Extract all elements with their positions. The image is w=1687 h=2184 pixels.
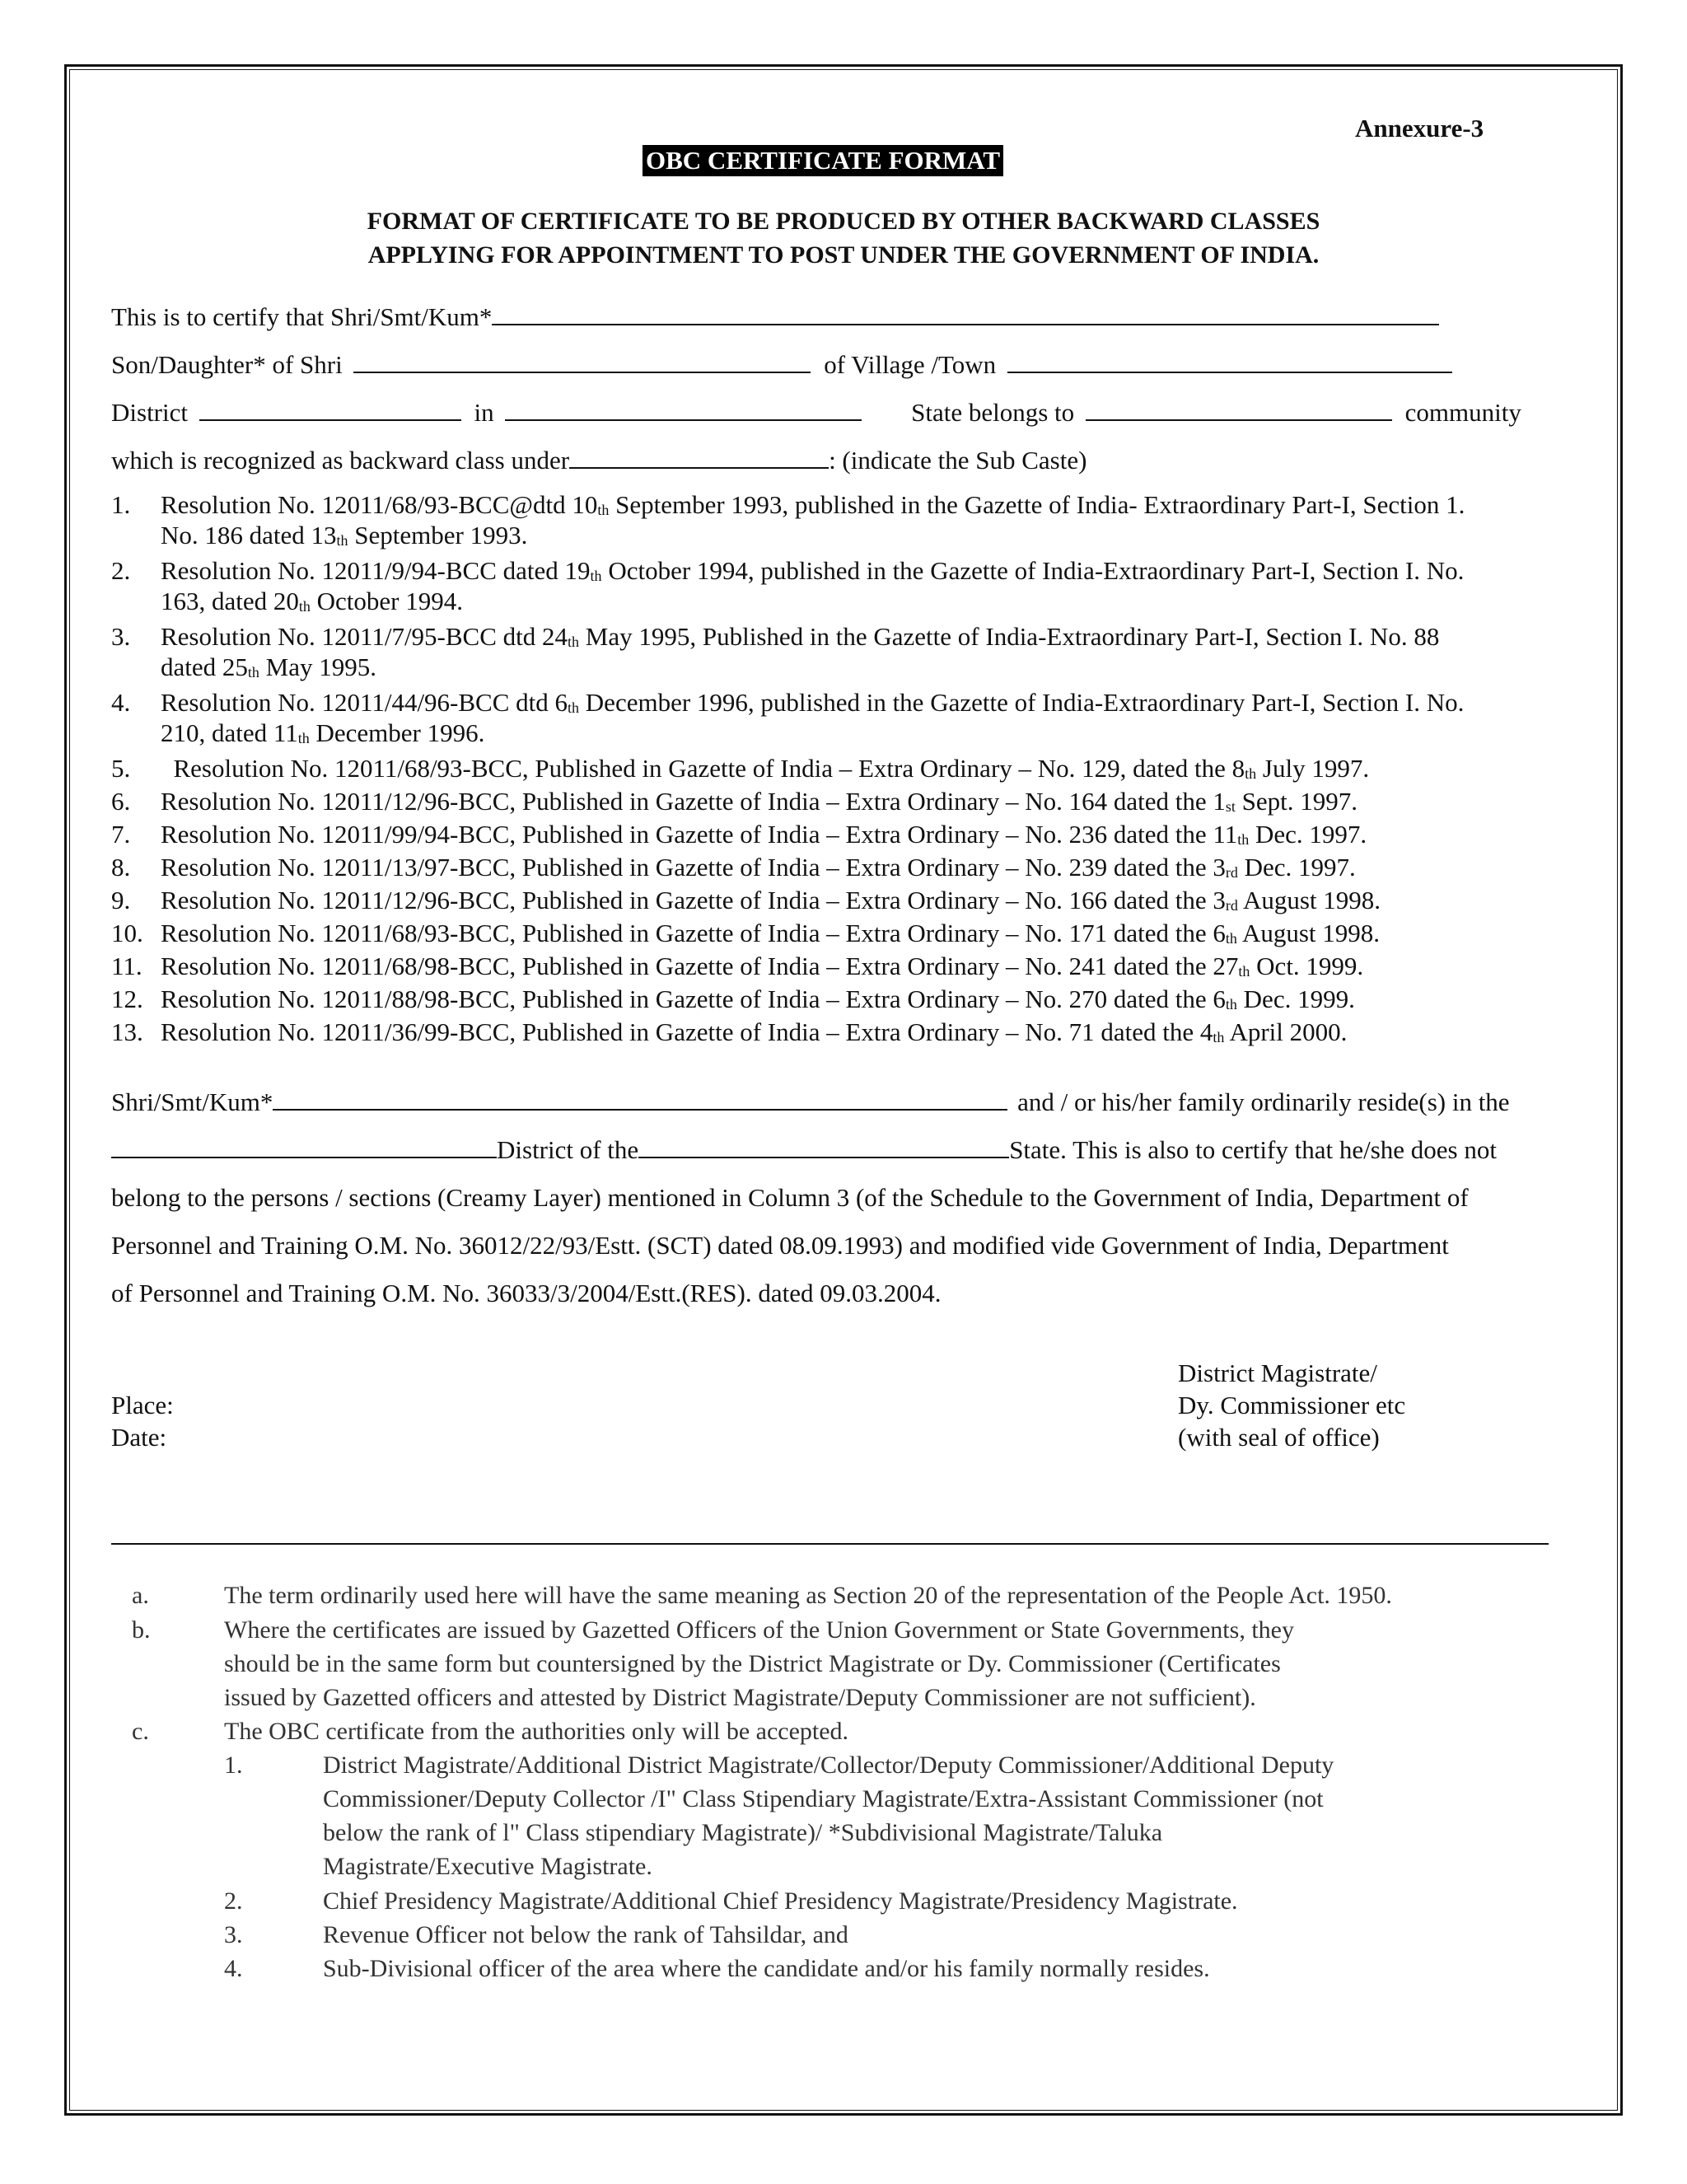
form-text: Son/Daughter* of Shri bbox=[111, 350, 343, 379]
authority-text: below the rank of l" Class stipendiary Magistrate)/ *Subdivisional Magistrate/Taluka bbox=[323, 1819, 1163, 1846]
resolution-number: 1. bbox=[111, 490, 131, 519]
resolution-item bbox=[111, 490, 1465, 550]
resolution-text: No. 186 dated $13_{th}$ September 1993. bbox=[161, 521, 528, 550]
resolution-text: Resolution No. 12011/88/98-BCC, Published in Gazette of India – Extra Ordinary – No. 270 dated the $6_{th}$ Dec. 1999. bbox=[161, 984, 1355, 1013]
residence-state-blank[interactable] bbox=[638, 1135, 1009, 1158]
certificate-title: OBC CERTIFICATE FORMAT bbox=[643, 145, 1003, 176]
resolution-item bbox=[111, 688, 1464, 748]
form-text: District of the bbox=[497, 1135, 639, 1164]
form-text: which is recognized as backward class under bbox=[111, 446, 570, 475]
date-label: Date: bbox=[111, 1423, 167, 1452]
resolution-text: Resolution No. 12011/68/93-BCC, Published in Gazette of India – Extra Ordinary – No. 129, dated the $8_{th}$ July 1997. bbox=[161, 754, 1370, 783]
residence-line-5: of Personnel and Training O.M. No. 36033/3/2004/Estt.(RES). dated 09.03.2004. bbox=[111, 1279, 942, 1307]
resolution-number: 3. bbox=[111, 622, 131, 651]
note-b-text-3: issued by Gazetted officers and attested by District Magistrate/Deputy Commissioner are not sufficient). bbox=[224, 1684, 1256, 1711]
resolution-number: 13. bbox=[111, 1017, 143, 1046]
form-text: State. This is also to certify that he/she does not bbox=[1009, 1135, 1497, 1164]
note-a-text: The term ordinarily used here will have the same meaning as Section 20 of the representation of the People Act. 1950. bbox=[224, 1582, 1392, 1609]
form-text: This is to certify that Shri/Smt/Kum* bbox=[111, 302, 493, 331]
resolution-number: 2. bbox=[111, 556, 131, 585]
form-line-3 bbox=[111, 398, 1521, 428]
village-town-blank[interactable] bbox=[1007, 350, 1452, 373]
authority-text: Revenue Officer not below the rank of Tahsildar, and bbox=[323, 1921, 848, 1948]
resolution-text: Resolution No. 12011/12/96-BCC, Published in Gazette of India – Extra Ordinary – No. 166 dated the $3_{rd}$ August 1998. bbox=[161, 886, 1381, 914]
residence-line-2 bbox=[111, 1135, 1497, 1165]
resolution-number: 11. bbox=[111, 952, 143, 980]
form-text: of Village /Town bbox=[824, 350, 997, 379]
form-text: and / or his/her family ordinarily reside(s) in the bbox=[1011, 1087, 1510, 1116]
resolution-number: 4. bbox=[111, 688, 131, 717]
form-line-2 bbox=[111, 350, 1452, 380]
in-blank[interactable] bbox=[505, 398, 862, 421]
resolution-item bbox=[111, 622, 1439, 682]
resolution-text: Resolution No. 12011/36/99-BCC, Published in Gazette of India – Extra Ordinary – No. 71 dated the $4_{th}$ April 2000. bbox=[161, 1017, 1348, 1046]
resolution-text: Resolution No. 12011/44/96-BCC dtd $6_{th}$ December 1996, published in the Gazette of India-Extraordinary Part-I, Section I. No. bbox=[161, 688, 1465, 717]
heading-line-2: APPLYING FOR APPOINTMENT TO POST UNDER THE GOVERNMENT OF INDIA. bbox=[367, 241, 1320, 269]
authority-number: 3. bbox=[224, 1921, 243, 1948]
resolution-text: Resolution No. 12011/12/96-BCC, Published in Gazette of India – Extra Ordinary – No. 164 dated the $1_{st}$ Sept. 1997. bbox=[161, 787, 1358, 816]
resolution-number: 9. bbox=[111, 886, 131, 914]
form-line-1 bbox=[111, 302, 1439, 332]
state-blank[interactable] bbox=[1086, 398, 1392, 421]
resolution-item bbox=[111, 820, 1367, 849]
resolution-item bbox=[111, 919, 1380, 948]
district-blank[interactable] bbox=[199, 398, 461, 421]
resolution-text: Resolution No. 12011/68/98-BCC, Published in Gazette of India – Extra Ordinary – No. 241 dated the $27_{th}$ Oct. 1999. bbox=[161, 952, 1364, 980]
resolution-item bbox=[111, 787, 1358, 816]
note-c-text: The OBC certificate from the authorities only will be accepted. bbox=[224, 1718, 849, 1745]
form-text: Shri/Smt/Kum* bbox=[111, 1087, 273, 1116]
resolution-text: Resolution No. 12011/7/95-BCC dtd $24_{th}$ May 1995, Published in the Gazette of India-Extraordinary Part-I, Section I. No. 88 bbox=[161, 622, 1440, 651]
resident-name-blank[interactable] bbox=[273, 1087, 1007, 1111]
authority-text: Commissioner/Deputy Collector /I" Class Stipendiary Magistrate/Extra-Assistant Commissioner (not bbox=[323, 1785, 1324, 1812]
note-c-label: c. bbox=[132, 1718, 149, 1745]
name-blank[interactable] bbox=[492, 302, 1439, 325]
resolution-item bbox=[111, 952, 1363, 981]
authority-text: Sub-Divisional officer of the area where the candidate and/or his family normally resides. bbox=[323, 1955, 1210, 1982]
resolution-number: 5. bbox=[111, 754, 131, 783]
resolution-number: 12. bbox=[111, 984, 143, 1013]
resolution-number: 6. bbox=[111, 787, 131, 816]
form-text: State belongs to bbox=[911, 398, 1075, 427]
resolution-number: 8. bbox=[111, 853, 131, 882]
resolution-text: Resolution No. 12011/68/93-BCC@dtd $10_{th}$ September 1993, published in the Gazette of India- Extraordinary Part-I, Section 1. bbox=[161, 490, 1465, 519]
resolution-text: 210, dated $11_{th}$ December 1996. bbox=[161, 718, 485, 747]
resolution-item bbox=[111, 984, 1355, 1014]
authority-text: Magistrate/Executive Magistrate. bbox=[323, 1853, 652, 1880]
residence-line-4: Personnel and Training O.M. No. 36012/22/93/Estt. (SCT) dated 08.09.1993) and modified vide Government of India, Department bbox=[111, 1231, 1449, 1260]
resolution-item bbox=[111, 1017, 1347, 1047]
residence-line-3: belong to the persons / sections (Creamy Layer) mentioned in Column 3 (of the Schedule to the Government of India, Department of bbox=[111, 1183, 1469, 1212]
annexure-label: Annexure-3 bbox=[1355, 114, 1484, 143]
residence-line-1 bbox=[111, 1087, 1510, 1117]
resolution-text: Resolution No. 12011/99/94-BCC, Published in Gazette of India – Extra Ordinary – No. 236 dated the $11_{th}$ Dec. 1997. bbox=[161, 820, 1367, 849]
form-text: in bbox=[474, 398, 494, 427]
resolution-text: Resolution No. 12011/9/94-BCC dated $19_{th}$ October 1994, published in the Gazette of India-Extraordinary Part-I, Section I. No. bbox=[161, 556, 1465, 585]
note-b-text-2: should be in the same form but countersigned by the District Magistrate or Dy. Commissioner (Certificates bbox=[224, 1650, 1281, 1677]
form-text: community bbox=[1404, 398, 1521, 427]
resolution-number: 7. bbox=[111, 820, 131, 849]
heading-line-1: FORMAT OF CERTIFICATE TO BE PRODUCED BY OTHER BACKWARD CLASSES bbox=[367, 208, 1320, 235]
resolution-item bbox=[111, 886, 1381, 915]
authority-number: 4. bbox=[224, 1955, 243, 1982]
authority-text: District Magistrate/Additional District Magistrate/Collector/Deputy Commissioner/Additional Deputy bbox=[323, 1751, 1334, 1779]
authority-number: 1. bbox=[224, 1751, 243, 1779]
resolution-text: Resolution No. 12011/68/93-BCC, Published in Gazette of India – Extra Ordinary – No. 171 dated the $6_{th}$ August 1998. bbox=[161, 919, 1381, 947]
authority-number: 2. bbox=[224, 1887, 243, 1915]
note-b-label: b. bbox=[132, 1616, 151, 1644]
authority-line-2: Dy. Commissioner etc bbox=[1178, 1391, 1406, 1419]
authority-text: Chief Presidency Magistrate/Additional Chief Presidency Magistrate/Presidency Magistrate. bbox=[323, 1887, 1238, 1915]
resolution-number: 10. bbox=[111, 919, 143, 947]
resolution-text: Resolution No. 12011/13/97-BCC, Published in Gazette of India – Extra Ordinary – No. 239 dated the $3_{rd}$ Dec. 1997. bbox=[161, 853, 1356, 882]
authority-line-1: District Magistrate/ bbox=[1178, 1359, 1377, 1387]
residence-district-blank[interactable] bbox=[111, 1135, 497, 1158]
resolution-text: dated $25_{th}$ May 1995. bbox=[161, 652, 376, 681]
note-a-label: a. bbox=[132, 1582, 149, 1609]
resolution-text: 163, dated $20_{th}$ October 1994. bbox=[161, 587, 463, 615]
form-line-4 bbox=[111, 446, 1087, 475]
resolution-item bbox=[111, 754, 1369, 783]
father-name-blank[interactable] bbox=[353, 350, 811, 373]
horizontal-rule bbox=[111, 1543, 1549, 1545]
form-text: District bbox=[111, 398, 188, 427]
authority-line-3: (with seal of office) bbox=[1178, 1423, 1380, 1452]
resolution-item bbox=[111, 853, 1356, 882]
note-b-text-1: Where the certificates are issued by Gazetted Officers of the Union Government or State Governments, they bbox=[224, 1616, 1294, 1644]
resolution-item bbox=[111, 556, 1464, 616]
sub-caste-blank[interactable] bbox=[569, 446, 829, 469]
place-label: Place: bbox=[111, 1391, 174, 1419]
form-text: : (indicate the Sub Caste) bbox=[829, 446, 1087, 475]
